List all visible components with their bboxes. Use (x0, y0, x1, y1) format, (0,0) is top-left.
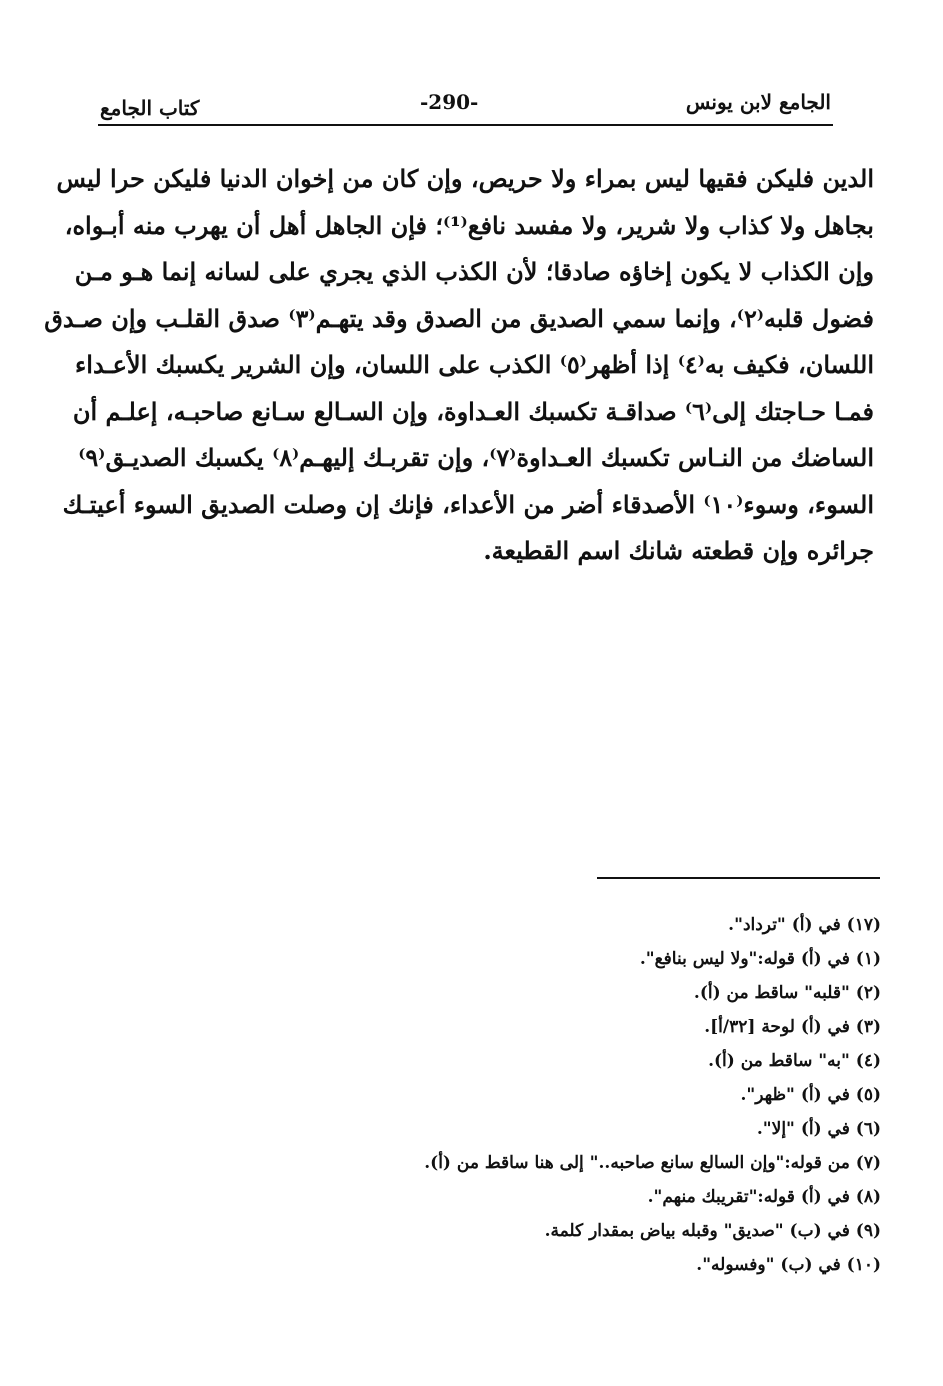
footnote: (٤) "به" ساقط من (أ). (708, 1051, 881, 1071)
footnote: (٨) في (أ) قوله:"تقريبك منهم". (647, 1187, 881, 1207)
header-rule (98, 124, 833, 126)
footnote: (١٧) في (أ) "ترداد". (728, 915, 881, 935)
footnote: (٢) "قلبه" ساقط من (أ). (693, 983, 881, 1003)
text-line: الدين فليكن فقيها ليس بمراء ولا حريص، وإن كان من إخوان الدنيا فليكن حرا ليس (56, 164, 874, 193)
footnote: (٧) من قوله:"وإن السالع سانع صاحبه.." إلى هنا ساقط من (أ). (424, 1153, 881, 1173)
main-text (44, 156, 874, 575)
text-line: فضول قلبه⁽٢⁾، وإنما سمي الصديق من الصدق وقد يتهـم⁽٣⁾ صدق القلـب وإن صـدق (44, 303, 874, 333)
footnote: (٣) في (أ) لوحة [٣٢/أ]. (704, 1017, 881, 1037)
running-header-section-title: كتاب الجامع (100, 96, 200, 120)
footnote: (٦) في (أ) "إلا". (756, 1119, 881, 1139)
text-line: السوء، وسوء⁽١٠⁾ الأصدقاء أضر من الأعداء، فإنك إن وصلت الصديق السوء أعيتـك (62, 489, 874, 519)
footnote-separator (597, 877, 880, 879)
footnote: (١) في (أ) قوله:"ولا ليس بنافع". (639, 949, 881, 969)
footnote: (٩) في (ب) "صديق" وقبله بياض بمقدار كلمة. (544, 1221, 881, 1241)
text-line: الساضك من النـاس تكسبك العـداوة⁽٧⁾، وإن تقربـك إليهـم⁽٨⁾ يكسبك الصديـق⁽٩⁾ (78, 443, 874, 472)
footnote: (١٠) في (ب) "وفسوله". (696, 1255, 881, 1275)
text-line: بجاهل ولا كذاب ولا شرير، ولا مفسد نافع⁽¹⁾؛ فإن الجاهل أهل أن يهرب منه أبـواه، (64, 210, 874, 240)
footnotes (361, 908, 881, 1282)
text-line: جرائره وإن قطعته شانك اسم القطيعة. (483, 536, 874, 565)
page-number: -290- (420, 90, 479, 114)
text-line: وإن الكذاب لا يكون إخاؤه صادقا؛ لأن الكذب الذي يجري على لسانه إنما هـو مـن (74, 257, 874, 286)
text-line: فمـا حـاجتك إلى⁽٦⁾ صداقـة تكسبك العـداوة، وإن السـالع سـانع صاحبـه، إعلـم أن (72, 396, 874, 426)
running-header-book-title: الجامع لابن يونس (685, 90, 831, 114)
footnote: (٥) في (أ) "ظهر". (740, 1085, 881, 1105)
text-line: اللسان، فكيف به⁽٤⁾ إذا أظهر⁽٥⁾ الكذب على اللسان، وإن الشرير يكسبك الأعـداء (75, 350, 874, 379)
